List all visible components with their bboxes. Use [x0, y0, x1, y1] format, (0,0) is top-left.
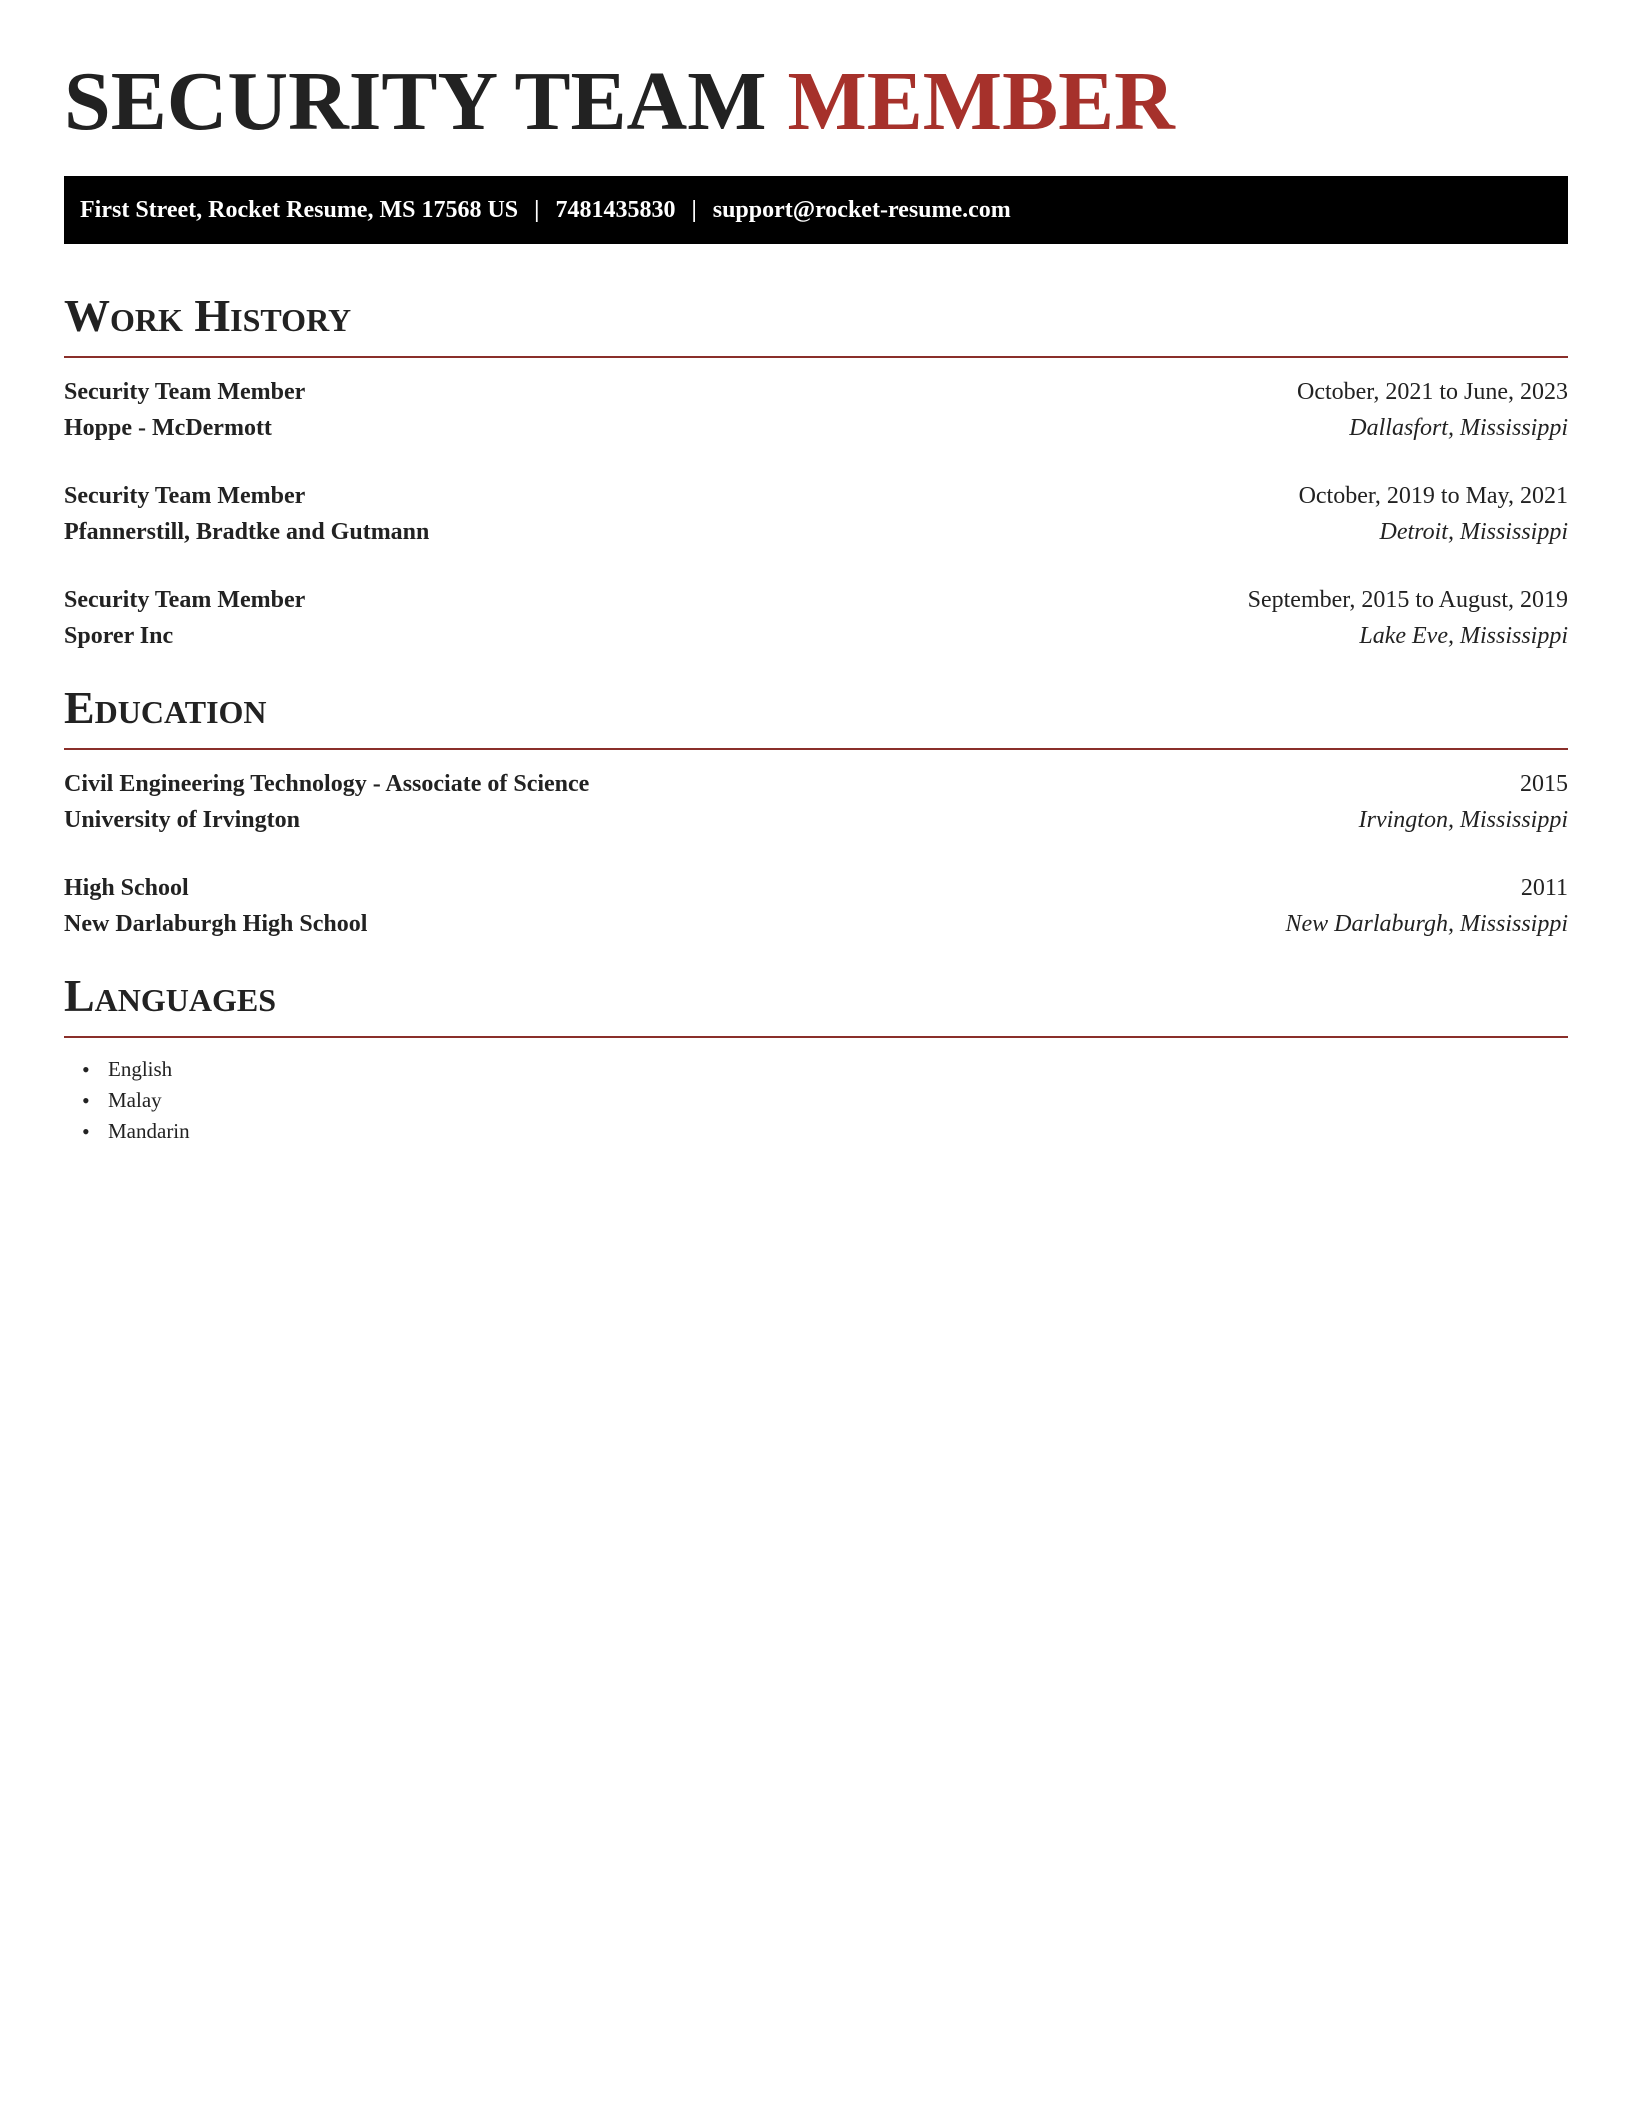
list-item: • Malay [108, 1085, 1568, 1116]
education-year: 2011 [1520, 875, 1568, 901]
work-role: Security Team Member [64, 379, 306, 405]
work-history-heading: Work History [64, 288, 1568, 358]
work-entry [64, 374, 1568, 446]
languages-list [64, 1054, 1568, 1147]
education-degree: Civil Engineering Technology - Associate of Science [64, 771, 590, 797]
title-main: SECURITY TEAM [64, 55, 767, 148]
contact-email: support@rocket-resume.com [712, 196, 1011, 223]
work-role: Security Team Member [64, 483, 306, 509]
contact-bar [64, 176, 1568, 244]
education-school: University of Irvington [64, 807, 300, 833]
work-location: Lake Eve, Mississippi [1359, 623, 1568, 649]
page-title [64, 0, 1568, 152]
work-entry [64, 478, 1568, 550]
work-location: Detroit, Mississippi [1379, 519, 1568, 545]
work-dates: September, 2015 to August, 2019 [1247, 587, 1568, 613]
work-company: Sporer Inc [64, 623, 174, 649]
title-accent: MEMBER [787, 55, 1175, 148]
education-location: New Darlaburgh, Mississippi [1285, 911, 1568, 937]
contact-separator: | [534, 196, 540, 223]
contact-phone: 7481435830 [555, 196, 676, 223]
work-dates: October, 2021 to June, 2023 [1297, 379, 1568, 405]
education-year: 2015 [1520, 771, 1568, 797]
resume-page [64, 0, 1568, 1147]
contact-separator: | [691, 196, 697, 223]
work-company: Pfannerstill, Bradtke and Gutmann [64, 519, 430, 545]
education-location: Irvington, Mississippi [1358, 807, 1568, 833]
work-entry [64, 582, 1568, 654]
list-item: • Mandarin [108, 1116, 1568, 1147]
education-entry [64, 870, 1568, 942]
work-location: Dallasfort, Mississippi [1349, 415, 1568, 441]
languages-heading: Languages [64, 968, 1568, 1038]
work-dates: October, 2019 to May, 2021 [1298, 483, 1568, 509]
work-role: Security Team Member [64, 587, 306, 613]
education-entry [64, 766, 1568, 838]
education-school: New Darlaburgh High School [64, 911, 368, 937]
contact-address: First Street, Rocket Resume, MS 17568 US [80, 196, 519, 223]
education-degree: High School [64, 875, 189, 901]
list-item: • English [108, 1054, 1568, 1085]
work-company: Hoppe - McDermott [64, 415, 272, 441]
education-heading: Education [64, 680, 1568, 750]
